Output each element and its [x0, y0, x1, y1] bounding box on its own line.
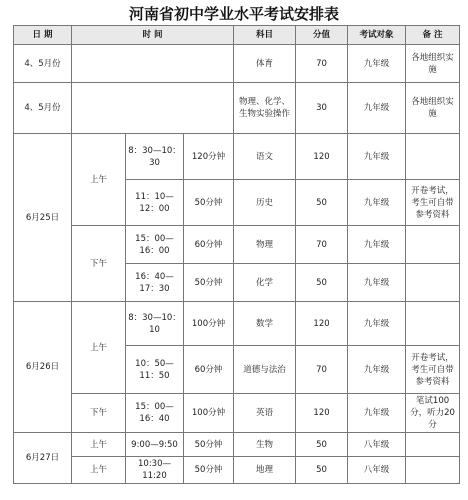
table-row [14, 45, 460, 83]
score-cell: 70 [296, 226, 348, 264]
remark-cell: 各地组织实施 [406, 45, 460, 83]
score-cell: 70 [296, 346, 348, 394]
score-cell: 50 [296, 180, 348, 226]
date-cell: 6月26日 [14, 302, 72, 433]
header-subject: 科目 [234, 26, 296, 45]
target-cell: 九年级 [348, 264, 406, 302]
date-cell: 6月25日 [14, 134, 72, 302]
target-cell: 九年级 [348, 45, 406, 83]
table-row [14, 134, 460, 180]
time-cell: 16：40—17：30 [126, 264, 184, 302]
target-cell: 九年级 [348, 302, 406, 346]
date-cell: 4、5月份 [14, 83, 72, 134]
time-cell: 10:30—11:20 [126, 457, 184, 484]
subject-cell: 地理 [234, 457, 296, 484]
period-cell: 上午 [72, 302, 126, 394]
header-target: 考试对象 [348, 26, 406, 45]
duration-cell: 100分钟 [184, 394, 234, 433]
score-cell: 30 [296, 83, 348, 134]
remark-cell: 各地组织实施 [406, 83, 460, 134]
score-cell: 50 [296, 457, 348, 484]
table-row [14, 302, 460, 346]
subject-cell: 历史 [234, 180, 296, 226]
time-cell: 8：30—10：10 [126, 302, 184, 346]
remark-cell [406, 134, 460, 180]
header-row [14, 26, 460, 45]
subject-cell: 道德与法治 [234, 346, 296, 394]
remark-cell: 笔试100分，听力20分 [406, 394, 460, 433]
time-cell: 8：30—10：30 [126, 134, 184, 180]
time-cell [72, 45, 234, 83]
subject-cell: 生物 [234, 433, 296, 457]
exam-schedule-table [13, 25, 460, 484]
duration-cell: 100分钟 [184, 302, 234, 346]
table-row [14, 83, 460, 134]
time-cell: 9:00—9:50 [126, 433, 184, 457]
score-cell: 70 [296, 45, 348, 83]
remark-cell [406, 433, 460, 457]
table-row [14, 457, 460, 484]
target-cell: 八年级 [348, 433, 406, 457]
period-cell: 上午 [72, 457, 126, 484]
target-cell: 八年级 [348, 457, 406, 484]
time-cell: 15：00—16：40 [126, 394, 184, 433]
period-cell: 下午 [72, 226, 126, 302]
time-cell: 11：10—12：00 [126, 180, 184, 226]
table-row [14, 433, 460, 457]
header-date: 日 期 [14, 26, 72, 45]
table-row [14, 394, 460, 433]
target-cell: 九年级 [348, 394, 406, 433]
score-cell: 120 [296, 394, 348, 433]
duration-cell: 50分钟 [184, 180, 234, 226]
remark-cell: 开卷考试，考生可自带参考资料 [406, 346, 460, 394]
header-time: 时 间 [72, 26, 234, 45]
subject-cell: 物理、化学、生物实验操作 [234, 83, 296, 134]
subject-cell: 数学 [234, 302, 296, 346]
duration-cell: 120分钟 [184, 134, 234, 180]
table-row [14, 226, 460, 264]
subject-cell: 化学 [234, 264, 296, 302]
time-cell [72, 83, 234, 134]
remark-cell [406, 457, 460, 484]
subject-cell: 物理 [234, 226, 296, 264]
period-cell: 下午 [72, 394, 126, 433]
subject-cell: 英语 [234, 394, 296, 433]
remark-cell [406, 226, 460, 264]
duration-cell: 60分钟 [184, 346, 234, 394]
score-cell: 50 [296, 264, 348, 302]
remark-cell [406, 264, 460, 302]
date-cell: 4、5月份 [14, 45, 72, 83]
period-cell: 上午 [72, 433, 126, 457]
target-cell: 九年级 [348, 83, 406, 134]
remark-cell [406, 302, 460, 346]
header-remark: 备 注 [406, 26, 460, 45]
duration-cell: 60分钟 [184, 226, 234, 264]
subject-cell: 语文 [234, 134, 296, 180]
score-cell: 120 [296, 134, 348, 180]
period-cell: 上午 [72, 134, 126, 226]
target-cell: 九年级 [348, 346, 406, 394]
duration-cell: 50分钟 [184, 264, 234, 302]
time-cell: 10：50—11：50 [126, 346, 184, 394]
target-cell: 九年级 [348, 134, 406, 180]
target-cell: 九年级 [348, 180, 406, 226]
duration-cell: 50分钟 [184, 457, 234, 484]
subject-cell: 体育 [234, 45, 296, 83]
date-cell: 6月27日 [14, 433, 72, 484]
target-cell: 九年级 [348, 226, 406, 264]
score-cell: 50 [296, 433, 348, 457]
header-score: 分值 [296, 26, 348, 45]
remark-cell: 开卷考试，考生可自带参考资料 [406, 180, 460, 226]
page-title: 河南省初中学业水平考试安排表 [128, 5, 339, 23]
duration-cell: 50分钟 [184, 433, 234, 457]
score-cell: 120 [296, 302, 348, 346]
time-cell: 15：00—16：00 [126, 226, 184, 264]
